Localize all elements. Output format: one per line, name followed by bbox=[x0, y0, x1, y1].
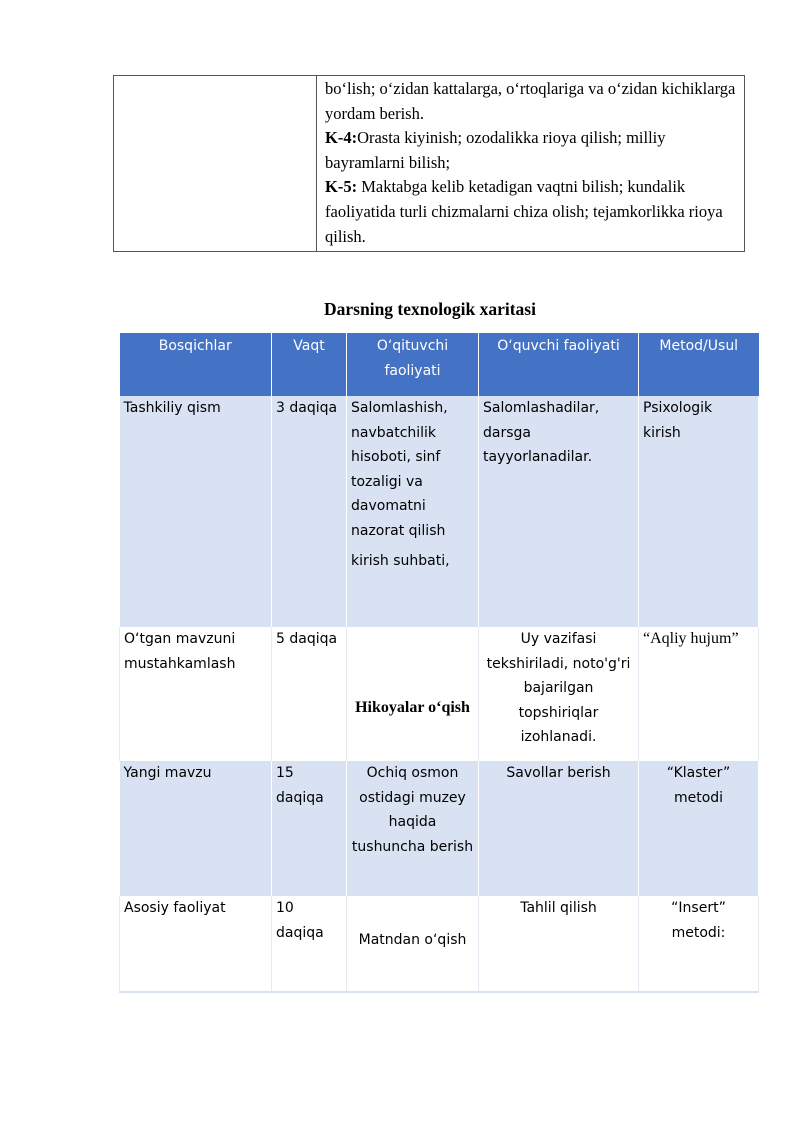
competency-line-1: bo‘lish; o‘zidan kattalarga, o‘rtoqlariga va o‘zidan kichiklarga yordam berish. bbox=[325, 79, 736, 123]
time-cell: 15 daqiqa bbox=[272, 761, 347, 896]
method-cell: Psixologik kirish bbox=[639, 396, 759, 627]
column-header-stages: Bosqichlar bbox=[120, 333, 272, 396]
student-cell: Tahlil qilish bbox=[479, 896, 639, 992]
competency-k4-label: K-4: bbox=[325, 128, 358, 148]
competency-k5-text: Maktabga kelib ketadigan vaqtni bilish; kundalik faoliyatida turli chizmalarni chiza olish; tejamkorlikka rioya qilish. bbox=[325, 177, 723, 246]
teacher-cell bbox=[347, 396, 479, 627]
student-cell: Salomlashadilar, darsga tayyorlanadilar. bbox=[479, 396, 639, 627]
stage-cell: O‘tgan mavzuni mustahkamlash bbox=[120, 627, 272, 761]
teacher-text-2: kirish suhbati, bbox=[351, 553, 450, 569]
time-cell: 5 daqiqa bbox=[272, 627, 347, 761]
student-cell: Savollar berish bbox=[479, 761, 639, 896]
teacher-text: Hikoyalar o‘qish bbox=[355, 699, 470, 716]
lesson-map-table bbox=[119, 333, 759, 993]
teacher-text: Salomlashish, navbatchilik hisoboti, sinf tozaligi va davomatni nazorat qilish bbox=[351, 400, 448, 539]
column-header-method: Metod/Usul bbox=[639, 333, 759, 396]
teacher-cell bbox=[347, 896, 479, 992]
column-header-teacher: O‘qituvchi faoliyati bbox=[347, 333, 479, 396]
stage-cell: Tashkiliy qism bbox=[120, 396, 272, 627]
time-cell: 3 daqiqa bbox=[272, 396, 347, 627]
method-cell: “Insert” metodi: bbox=[639, 896, 759, 992]
table-row bbox=[120, 627, 759, 761]
stage-cell: Yangi mavzu bbox=[120, 761, 272, 896]
method-cell: “Aqliy hujum” bbox=[639, 627, 759, 761]
time-cell: 10 daqiqa bbox=[272, 896, 347, 992]
table-row bbox=[120, 896, 759, 992]
column-header-student: O‘quvchi faoliyati bbox=[479, 333, 639, 396]
teacher-cell: Ochiq osmon ostidagi muzey haqida tushuncha berish bbox=[347, 761, 479, 896]
competency-k4-text: Orasta kiyinish; ozodalikka rioya qilish; milliy bayramlarni bilish; bbox=[325, 128, 666, 172]
teacher-cell bbox=[347, 627, 479, 761]
competency-table bbox=[113, 75, 745, 252]
teacher-text: Matndan o‘qish bbox=[358, 932, 467, 948]
empty-cell bbox=[114, 76, 317, 252]
student-cell: Uy vazifasi tekshiriladi, noto'g'ri bajarilgan topshiriqlar izohlanadi. bbox=[479, 627, 639, 761]
column-header-time: Vaqt bbox=[272, 333, 347, 396]
table-row bbox=[120, 761, 759, 896]
header-row bbox=[120, 333, 759, 396]
competency-cell bbox=[317, 76, 745, 252]
competency-row bbox=[114, 76, 745, 252]
table-row bbox=[120, 396, 759, 627]
stage-cell: Asosiy faoliyat bbox=[120, 896, 272, 992]
competency-k5-label: K-5: bbox=[325, 177, 358, 197]
competency-text bbox=[317, 76, 744, 251]
page-heading: Darsning texnologik xaritasi bbox=[324, 299, 536, 319]
method-cell: “Klaster” metodi bbox=[639, 761, 759, 896]
